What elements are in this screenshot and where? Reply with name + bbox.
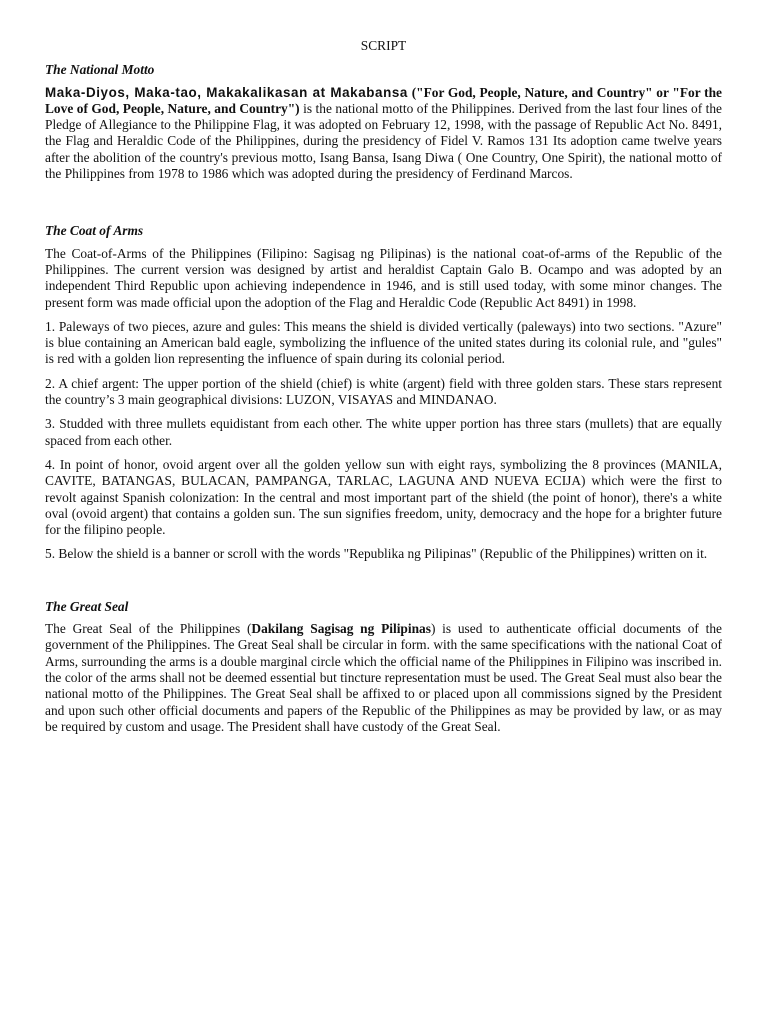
document-title: SCRIPT bbox=[360, 38, 407, 53]
spacer bbox=[45, 571, 722, 599]
list-item-coat-4: 4. In point of honor, ovoid argent over all the golden yellow sun with eight rays, symbolizing the 8 provinces (MANILA, CAVITE, BATANGAS, BULACAN, PAMPANGA, TARLAC, LAGUNA AND NUEVA ECIJA) which were the first to revolt against Spanish colonization: In the central and most important part of the shield (the point of honor), there's a white oval (ovoid argent) that contains a golden sun. The sun signifies freedom, unity, democracy and the hope for a brighter future for the filipino people. bbox=[45, 456, 722, 538]
seal-body: ) is used to authenticate official documents of the government of the Philippines. The Great Seal shall be circular in form. with the same specifications with the national Coat of Arms, surrounding the arms is a double marginal circle which the official name of the Philippines in Filipino was inscribed in. the color of the arms shall not be deemed essential but tincture representation must be used. The Great Seal must also bear the national motto of the Philippines. The Great Seal shall be affixed to or placed upon all commissions signed by the President and upon such other official documents and papers of the Republic of the Philippines as may be provided by law, or as may be required by custom and usage. The President shall have custody of the Great Seal. bbox=[45, 621, 722, 734]
section-heading-coat-of-arms: The Coat of Arms bbox=[45, 223, 144, 239]
spacer bbox=[45, 190, 722, 223]
motto-body: is the national motto of the Philippines. Derived from the last four lines of the Pledge of Allegiance to the Philippine Flag, it was adopted on February 12, 1998, with the passage of Republic Act No. 8491, the Flag and Heraldic Code of the Philippines, during the presidency of Fidel V. Ramos 131 Its adoption came twelve years after the abolition of the country's previous motto, Isang Bansa, Isang Diwa ( One Country, One Spirit), the national motto of the Philippines from 1978 to 1986 which was adopted during the presidency of Ferdinand Marcos. bbox=[45, 100, 722, 182]
motto-phrase: Maka-Diyos, Maka-tao, Makakalikasan at Makabansa bbox=[45, 84, 408, 100]
list-item-coat-2: 2. A chief argent: The upper portion of the shield (chief) is white (argent) field with three golden stars. These stars represent the country’s 3 main geographical divisions: LUZON, VISAYAS and MINDANAO. bbox=[45, 375, 722, 408]
section-heading-motto: The National Motto bbox=[45, 62, 155, 78]
section-heading-great-seal: The Great Seal bbox=[45, 598, 129, 614]
paragraph-motto bbox=[45, 85, 722, 183]
list-item-coat-5: 5. Below the shield is a banner or scroll with the words "Republika ng Pilipinas" (Republic of the Philippines) written on it. bbox=[45, 546, 708, 562]
paragraph-great-seal bbox=[45, 621, 722, 735]
list-item-coat-1: 1. Paleways of two pieces, azure and gules: This means the shield is divided vertically (paleways) into two sections. "Azure" is blue containing an American bald eagle, symbolizing the influence of the united states during its colonial rule, and "gules" is red with a golden lion representing the influence of spain during its colonial period. bbox=[45, 318, 722, 367]
seal-lead: The Great Seal of the Philippines ( bbox=[45, 621, 252, 637]
seal-name: Dakilang Sagisag ng Pilipinas bbox=[251, 621, 431, 637]
paragraph-coat-intro: The Coat-of-Arms of the Philippines (Filipino: Sagisag ng Pilipinas) is the national coat-of-arms of the Republic of the Philippines. The current version was designed by artist and heraldist Captain Galo B. Ocampo and was adopted by an independent Third Republic upon achieving independence in 1946, and is still used today, with some minor changes. The present form was made official upon the adoption of the Flag and Heraldic Code (Republic Act 8491) in 1998. bbox=[45, 245, 722, 310]
motto-translations: ("For God, People, Nature, and Country" or "For the Love of God, People, Nature, and Country") bbox=[45, 84, 722, 116]
document-page bbox=[45, 38, 722, 743]
list-item-coat-3: 3. Studded with three mullets equidistant from each other. The white upper portion has three stars (mullets) that are equally spaced from each other. bbox=[45, 416, 722, 448]
